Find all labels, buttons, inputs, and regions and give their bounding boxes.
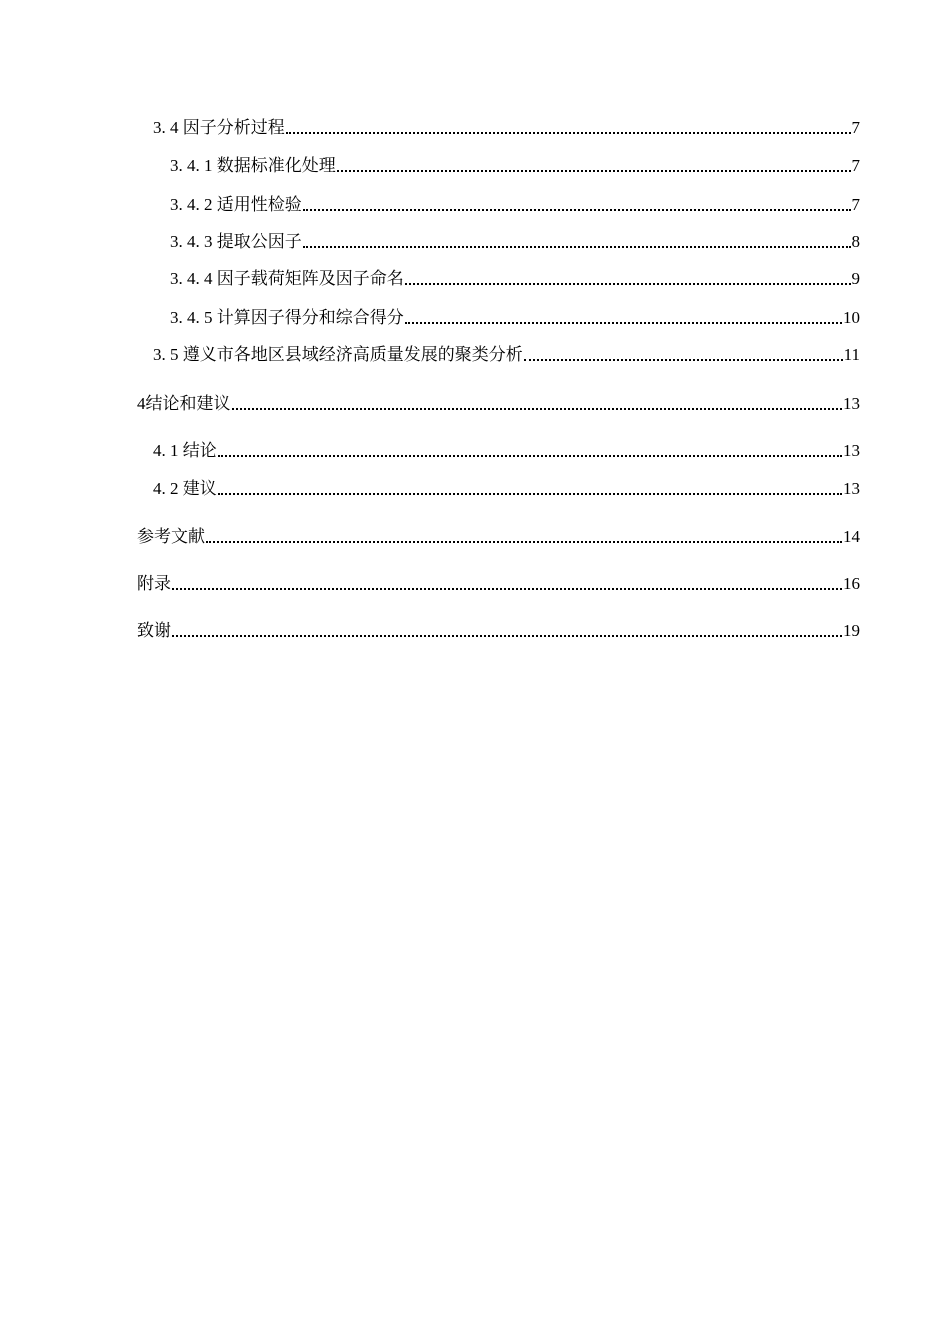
dot-leader (404, 269, 852, 289)
toc-entry-number: 3. 4. 2 (170, 195, 213, 214)
dot-leader (404, 308, 843, 328)
toc-entry-page: 11 (843, 345, 860, 364)
toc-entry-number: 3. 4. 3 (170, 232, 213, 251)
toc-entry-page: 13 (843, 441, 860, 460)
toc-entry-number: 4 (137, 394, 146, 413)
dot-leader (285, 118, 852, 138)
toc-entry-3-5[interactable] (153, 345, 860, 365)
toc-entry-3-4-1[interactable] (170, 156, 860, 176)
toc-entry-appendix[interactable] (137, 574, 860, 594)
toc-entry-page: 7 (851, 118, 860, 137)
dot-leader (231, 394, 844, 414)
toc-entry-page: 10 (843, 308, 860, 327)
toc-entry-title: 因子分析过程 (182, 118, 285, 137)
toc-entry-title: 结论 (182, 441, 217, 460)
toc-entry-3-4[interactable] (153, 118, 860, 138)
toc-entry-number: 4. 1 (153, 441, 179, 460)
dot-leader (217, 441, 843, 461)
toc-entry-title: 计算因子得分和综合得分 (216, 308, 404, 327)
toc-entry-page: 14 (843, 527, 860, 546)
toc-entry-page: 7 (851, 156, 860, 175)
toc-entry-title: 结论和建议 (145, 394, 231, 413)
toc-entry-title: 致谢 (137, 621, 171, 640)
toc-entry-title: 适用性检验 (216, 195, 302, 214)
toc-entry-title: 附录 (137, 574, 171, 593)
toc-entry-3-4-4[interactable] (170, 269, 860, 289)
toc-entry-title: 因子载荷矩阵及因子命名 (216, 269, 404, 288)
toc-entry-title: 遵义市各地区县域经济高质量发展的聚类分析 (182, 345, 523, 364)
toc-entry-page: 7 (851, 195, 860, 214)
toc-entry-page: 16 (843, 574, 860, 593)
toc-entry-4-1[interactable] (153, 441, 860, 461)
toc-entry-title: 参考文献 (137, 527, 205, 546)
toc-entry-3-4-3[interactable] (170, 232, 860, 252)
dot-leader (302, 195, 852, 215)
dot-leader (523, 345, 844, 365)
toc-entry-acknowledgements[interactable] (137, 621, 860, 641)
dot-leader (205, 527, 843, 547)
toc-entry-title: 数据标准化处理 (216, 156, 336, 175)
toc-entry-number: 3. 4 (153, 118, 179, 137)
toc-entry-title: 建议 (182, 479, 217, 498)
dot-leader (336, 156, 852, 176)
toc-entry-page: 13 (843, 394, 860, 413)
toc-entry-page: 8 (851, 232, 860, 251)
dot-leader (171, 621, 843, 641)
toc-entry-4[interactable] (137, 394, 860, 414)
dot-leader (217, 479, 843, 499)
toc-entry-number: 4. 2 (153, 479, 179, 498)
toc-entry-3-4-2[interactable] (170, 195, 860, 215)
toc-entry-page: 13 (843, 479, 860, 498)
toc-entry-3-4-5[interactable] (170, 308, 860, 328)
toc-entry-page: 19 (843, 621, 860, 640)
toc-entry-number: 3. 4. 1 (170, 156, 213, 175)
dot-leader (171, 574, 843, 594)
dot-leader (302, 232, 852, 252)
toc-entry-references[interactable] (137, 527, 860, 547)
toc-entry-title: 提取公因子 (216, 232, 302, 251)
toc-entry-number: 3. 5 (153, 345, 179, 364)
toc-entry-number: 3. 4. 5 (170, 308, 213, 327)
toc-entry-4-2[interactable] (153, 479, 860, 499)
toc-entry-page: 9 (851, 269, 860, 288)
toc-entry-number: 3. 4. 4 (170, 269, 213, 288)
